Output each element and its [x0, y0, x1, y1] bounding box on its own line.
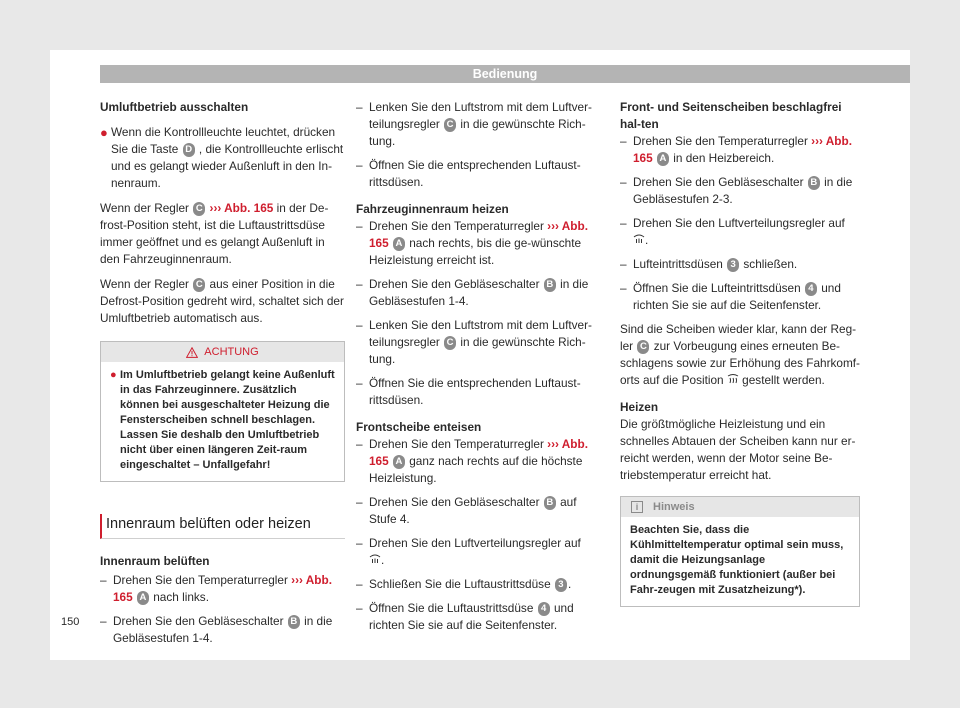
badge-c: C — [444, 336, 456, 350]
badge-c: C — [637, 340, 649, 354]
paragraph: Sind die Scheiben wieder klar, kann der Reg-ler C zur Vorbeugung eines erneuten Be-schlagens sowie zur Erhöhung des Fahrkomf-orts auf die Position gestellt werden. — [620, 322, 860, 387]
manual-page — [50, 50, 910, 660]
badge-a: A — [393, 237, 405, 251]
paragraph: Die größtmögliche Heizleistung und ein schnelles Abtauen der Scheiben kann nur er-reicht werden, wenn der Motor seine Be-triebstemperatur erreicht hat. — [620, 417, 856, 482]
badge-b: B — [544, 278, 556, 292]
figure-link[interactable]: ››› Abb. 165 — [369, 437, 588, 468]
badge-d: D — [183, 143, 195, 157]
paragraph: Wenn der Regler C aus einer Position in die Defrost-Position gedreht wird, schaltet sich der Umluftbetrieb automatisch aus. — [100, 277, 344, 325]
heading-ventilate: Innenraum belüften — [100, 554, 210, 568]
info-icon: i — [631, 501, 643, 513]
defrost-icon — [369, 553, 381, 564]
note-box — [620, 496, 860, 607]
badge-a: A — [393, 455, 405, 469]
list-item: – Drehen Sie den Temperaturregler ››› Abb. 165 A in den Heizbereich. — [620, 134, 852, 165]
bullet-icon: ● — [110, 369, 117, 381]
badge-3: 3 — [727, 258, 739, 272]
column-left — [100, 99, 345, 654]
note-header — [621, 497, 859, 517]
note-text: Beachten Sie, dass die Kühlmitteltemperatur optimal sein muss, damit die Heizungsanlage ordnungsgemäß funktioniert (außer bei Fahr-zeugen mit Zusatzheizung*). — [630, 524, 844, 596]
section-title: Innenraum belüften oder heizen — [100, 514, 345, 539]
badge-c: C — [193, 202, 205, 216]
list-item: – Drehen Sie den Gebläseschalter B in die Gebläsestufen 2-3. — [620, 175, 853, 206]
list-item: – Öffnen Sie die Lufteintrittsdüsen 4 und richten Sie sie auf die Seitenfenster. — [620, 281, 841, 312]
badge-b: B — [544, 496, 556, 510]
warning-header — [101, 342, 344, 362]
list-item: – Lufteintrittsdüsen 3 schließen. — [620, 257, 798, 271]
list-item: – Lenken Sie den Luftstrom mit dem Luftver-teilungsregler C in die gewünschte Rich-tung. — [356, 100, 592, 148]
bullet-icon: ● — [100, 125, 108, 140]
list-item: – Schließen Sie die Luftaustrittsdüse 3 . — [356, 577, 572, 591]
list-item: – Drehen Sie den Temperaturregler ››› Abb. 165 A nach links. — [100, 573, 332, 604]
badge-b: B — [808, 176, 820, 190]
list-item: – Öffnen Sie die entsprechenden Luftaust-rittsdüsen. — [356, 158, 581, 189]
warning-triangle-icon — [186, 347, 198, 358]
paragraph: Wenn der Regler C ››› Abb. 165 in der De-frost-Position steht, ist die Luftaustrittsdüse immer geöffnet und es gelangt Außenluft in den Fahrzeuginnenraum. — [100, 201, 329, 266]
badge-c: C — [444, 118, 456, 132]
warning-body — [101, 362, 344, 481]
bullet-item: ● Wenn die Kontrollleuchte leuchtet, drücken Sie die Taste D , die Kontrollleuchte erlischt und es gelangt wieder Außenluft in den In-nenraum. — [100, 125, 344, 190]
heading-keep-clear: Front- und Seitenscheiben beschlagfrei hal-ten — [620, 100, 842, 131]
heading-defrost: Frontscheibe enteisen — [356, 420, 482, 434]
heading-heating: Heizen — [620, 400, 659, 414]
badge-a: A — [657, 152, 669, 166]
figure-link[interactable]: ››› Abb. 165 — [113, 573, 332, 604]
badge-a: A — [137, 591, 149, 605]
badge-4: 4 — [538, 602, 550, 616]
list-item: – Drehen Sie den Luftverteilungsregler auf . — [356, 536, 581, 567]
list-item: – Öffnen Sie die Luftaustrittsdüse 4 und richten Sie sie auf die Seitenfenster. — [356, 601, 574, 632]
figure-link[interactable]: ››› Abb. 165 — [369, 219, 588, 250]
heading-heat-interior: Fahrzeuginnenraum heizen — [356, 202, 509, 216]
list-item: – Drehen Sie den Gebläseschalter B in die Gebläsestufen 1-4. — [356, 277, 589, 308]
list-item: – Drehen Sie den Luftverteilungsregler auf . — [620, 216, 845, 247]
column-middle — [356, 99, 604, 641]
warning-text: Im Umluftbetrieb gelangt keine Außenluft in das Fahrzeuginnere. Zusätzlich können bei ausgeschalteter Heizung die Fensterscheiben schnell beschlagen. Lassen Sie deshalb den Umluftbetrieb nicht über einen längeren Zeit-raum eingeschaltet – Unfallgefahr! — [120, 369, 335, 471]
list-item: – Drehen Sie den Gebläseschalter B in die Gebläsestufen 1-4. — [100, 614, 333, 645]
figure-link[interactable]: ››› Abb. 165 — [633, 134, 852, 165]
heading-recirculation-off: Umluftbetrieb ausschalten — [100, 100, 249, 114]
badge-b: B — [288, 615, 300, 629]
list-item: – Öffnen Sie die entsprechenden Luftaust-rittsdüsen. — [356, 376, 581, 407]
chapter-header: Bedienung — [100, 65, 910, 83]
note-title: Hinweis — [653, 500, 695, 513]
list-item: – Lenken Sie den Luftstrom mit dem Luftver-teilungsregler C in die gewünschte Rich-tung. — [356, 318, 592, 366]
column-right — [620, 99, 860, 607]
figure-link[interactable]: ››› Abb. 165 — [209, 201, 274, 215]
list-item: – Drehen Sie den Temperaturregler ››› Abb. 165 A nach rechts, bis die ge-wünschte Heizleistung erreicht ist. — [356, 219, 588, 267]
page-number: 150 — [61, 616, 80, 628]
badge-3: 3 — [555, 578, 567, 592]
defrost-icon — [727, 373, 739, 384]
windscreen-airflow-icon — [633, 233, 645, 244]
list-item: – Drehen Sie den Temperaturregler ››› Abb. 165 A ganz nach rechts auf die höchste Heizleistung. — [356, 437, 588, 485]
list-item: – Drehen Sie den Gebläseschalter B auf Stufe 4. — [356, 495, 577, 526]
badge-c: C — [193, 278, 205, 292]
badge-4: 4 — [805, 282, 817, 296]
warning-box — [100, 341, 345, 482]
warning-title: ACHTUNG — [204, 345, 259, 358]
